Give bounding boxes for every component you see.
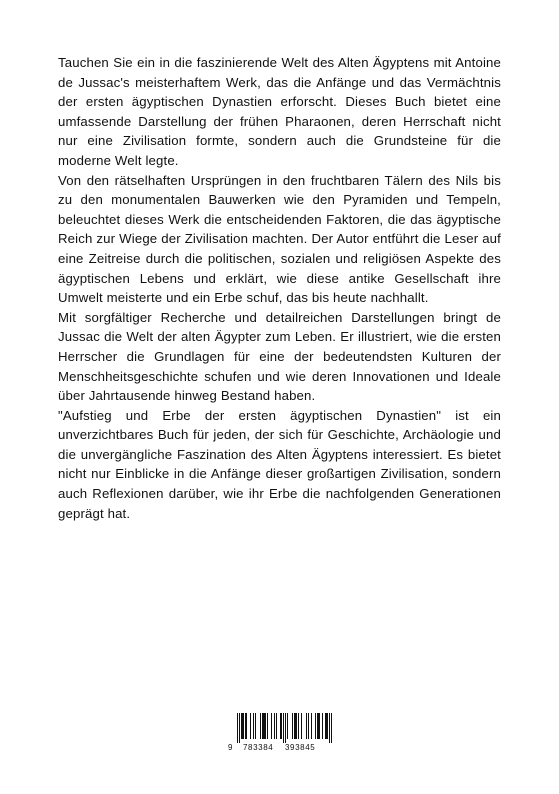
barcode-bar (327, 713, 328, 739)
barcode-bar (311, 713, 312, 739)
barcode-bar (239, 713, 240, 743)
barcode-bar (263, 713, 264, 739)
barcode-bar (326, 713, 327, 739)
barcode-bar (243, 713, 244, 739)
isbn-number (228, 743, 332, 753)
barcode-bar (318, 713, 319, 739)
barcode-bar (317, 713, 318, 739)
isbn-lead-digit: 9 (228, 743, 233, 752)
barcode-bar (242, 713, 243, 739)
barcode-bar (301, 713, 302, 739)
barcode-bar (241, 713, 242, 739)
barcode-bar (315, 713, 316, 739)
barcode-bars (228, 713, 332, 743)
barcode-bar (253, 713, 254, 739)
barcode-bar (283, 713, 284, 743)
barcode-bar (237, 713, 238, 743)
barcode-bar (276, 713, 277, 739)
barcode-bar (250, 713, 251, 739)
barcode-bar (298, 713, 299, 739)
barcode-bar (267, 713, 268, 739)
barcode-bar (265, 713, 266, 739)
blurb-paragraph-2: Von den rätselhaften Ursprüngen in den fruchtbaren Tälern des Nils bis zu den monumentalen Bauwerken wie den Pyramiden und Tempeln, beleuchtet dieses Werk die entscheidenden Faktoren, die das ägyptische Reich zur Wiege der Zivilisation machten. Der Autor entführt die Leser auf eine Zeitreise durch die politischen, sozialen und religiösen Aspekte des ägyptischen Lebens und erklärt, wie diese antike Gesellschaft ihre Umwelt meisterte und ein Erbe schuf, das bis heute nachhallt. (58, 172, 501, 306)
barcode-bar (325, 713, 326, 739)
barcode-bar (322, 713, 323, 739)
barcode-bar (255, 713, 256, 739)
blurb-paragraph-4: "Aufstieg und Erbe der ersten ägyptischen Dynastien" ist ein unverzichtbares Buch für jeden, der sich für Geschichte, Archäologie und die unvergängliche Faszination des Alten Ägyptens interessiert. Es bietet nicht nur Einblicke in die Anfänge dieser großartigen Zivilisation, sondern auch Reflexionen darüber, wie ihr Erbe die nachfolgenden Generationen geprägt hat. (58, 407, 501, 521)
barcode-bar (274, 713, 275, 739)
barcode-bar (271, 713, 272, 739)
barcode-bar (262, 713, 263, 739)
barcode-bar (287, 713, 288, 739)
barcode-bar (331, 713, 332, 743)
isbn-barcode (228, 713, 332, 755)
barcode-bar (292, 713, 293, 739)
barcode-bar (285, 713, 286, 743)
barcode-bar (264, 713, 265, 739)
barcode-bar (245, 713, 246, 739)
barcode-bar (296, 713, 297, 739)
barcode-bar (280, 713, 281, 739)
blurb-paragraph-1: Tauchen Sie ein in die faszinierende Welt des Alten Ägyptens mit Antoine de Jussac's meisterhaftem Werk, das die Anfänge und das Vermächtnis der ersten ägyptischen Dynastien erforscht. Dieses Buch bietet eine umfassende Darstellung der frühen Pharaonen, deren Herrschaft nicht nur eine Zivilisation formte, sondern auch die Grundsteine für die moderne Welt legte. (58, 55, 501, 168)
barcode-bar (329, 713, 330, 743)
blurb-text (58, 53, 501, 523)
barcode-bar (319, 713, 320, 739)
isbn-group-left: 783384 (243, 743, 274, 752)
barcode-bar (260, 713, 261, 739)
barcode-bar (294, 713, 295, 739)
isbn-group-right: 393845 (285, 743, 316, 752)
barcode-bar (246, 713, 247, 739)
blurb-paragraph-3: Mit sorgfältiger Recherche und detailreichen Darstellungen bringt de Jussac die Welt der alten Ägypter zum Leben. Er illustriert, wie die ersten Herrscher die Grundlagen für eine der bedeutendsten Kulturen der Menschheitsgeschichte schufen und wie deren Innovationen und Ideale über Jahrtausende hinweg Bestand haben. (58, 309, 501, 404)
barcode-bar (306, 713, 307, 739)
barcode-bar (295, 713, 296, 739)
barcode-bar (308, 713, 309, 739)
barcode-bar (281, 713, 282, 739)
